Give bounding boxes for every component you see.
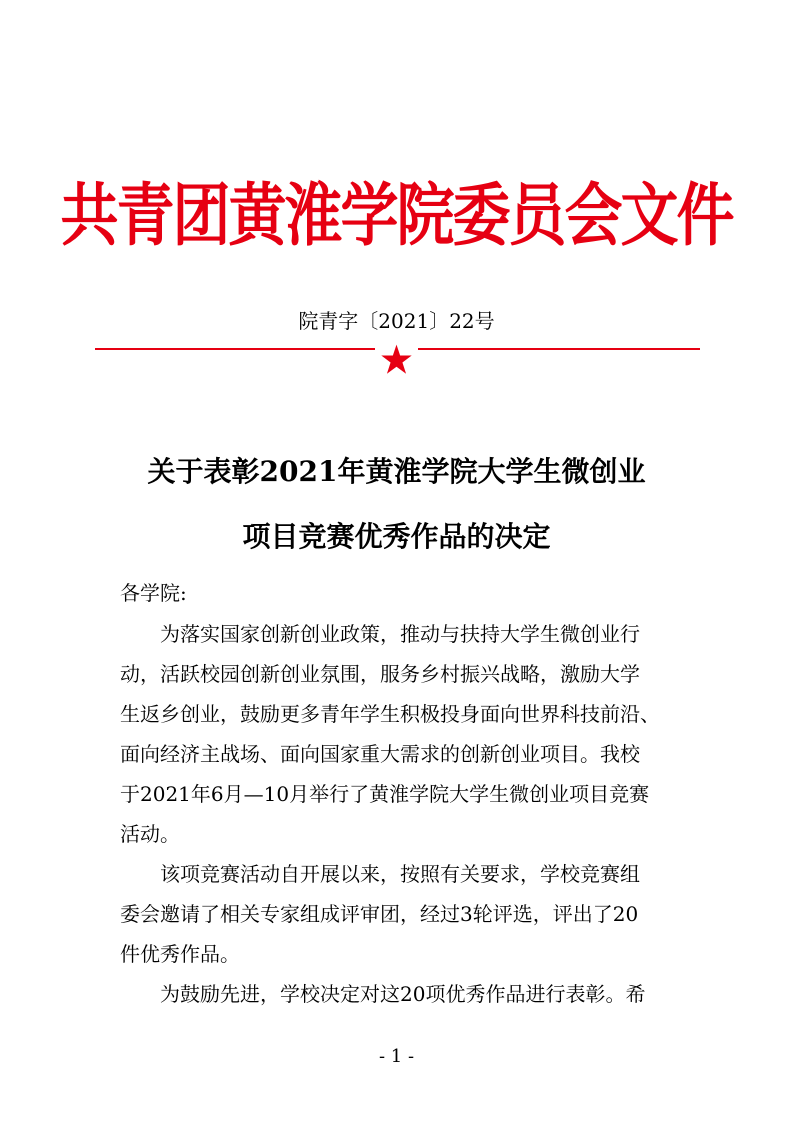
paragraph (120, 614, 680, 854)
paragraph-line: 为鼓励先进，学校决定对这20项优秀作品进行表彰。希 (120, 982, 646, 1006)
paragraph-line: 件优秀作品。 (120, 942, 240, 966)
paragraph-line: 活动。 (120, 822, 180, 846)
paragraph (120, 854, 680, 974)
document-title-line-2: 项目竞赛优秀作品的决定 (242, 520, 551, 553)
paragraph (120, 974, 680, 1014)
red-star-icon (380, 343, 413, 376)
page-number: - 1 - (378, 1046, 415, 1067)
addressee: 各学院: (120, 581, 187, 605)
paragraph-line: 该项竞赛活动自开展以来，按照有关要求，学校竞赛组 (120, 862, 640, 886)
paragraph-line: 面向经济主战场、面向国家重大需求的创新创业项目。我校 (120, 742, 640, 766)
red-divider-left (95, 348, 375, 350)
document-number: 院青字〔2021〕22号 (298, 309, 495, 333)
document-body (120, 614, 680, 1014)
paragraph-line: 为落实国家创新创业政策，推动与扶持大学生微创业行 (120, 622, 640, 646)
document-title-line-1: 关于表彰2021年黄淮学院大学生微创业 (147, 455, 646, 488)
paragraph-line: 生返乡创业，鼓励更多青年学生积极投身面向世界科技前沿、 (120, 702, 660, 726)
red-divider-right (418, 348, 700, 350)
paragraph-line: 委会邀请了相关专家组成评审团，经过3轮评选，评出了20 (120, 902, 639, 926)
paragraph-line: 动，活跃校园创新创业氛围，服务乡村振兴战略，激励大学 (120, 662, 640, 686)
issuer-header-title: 共青团黄淮学院委员会文件 (60, 175, 733, 256)
paragraph-line: 于2021年6月—10月举行了黄淮学院大学生微创业项目竞赛 (120, 782, 650, 806)
